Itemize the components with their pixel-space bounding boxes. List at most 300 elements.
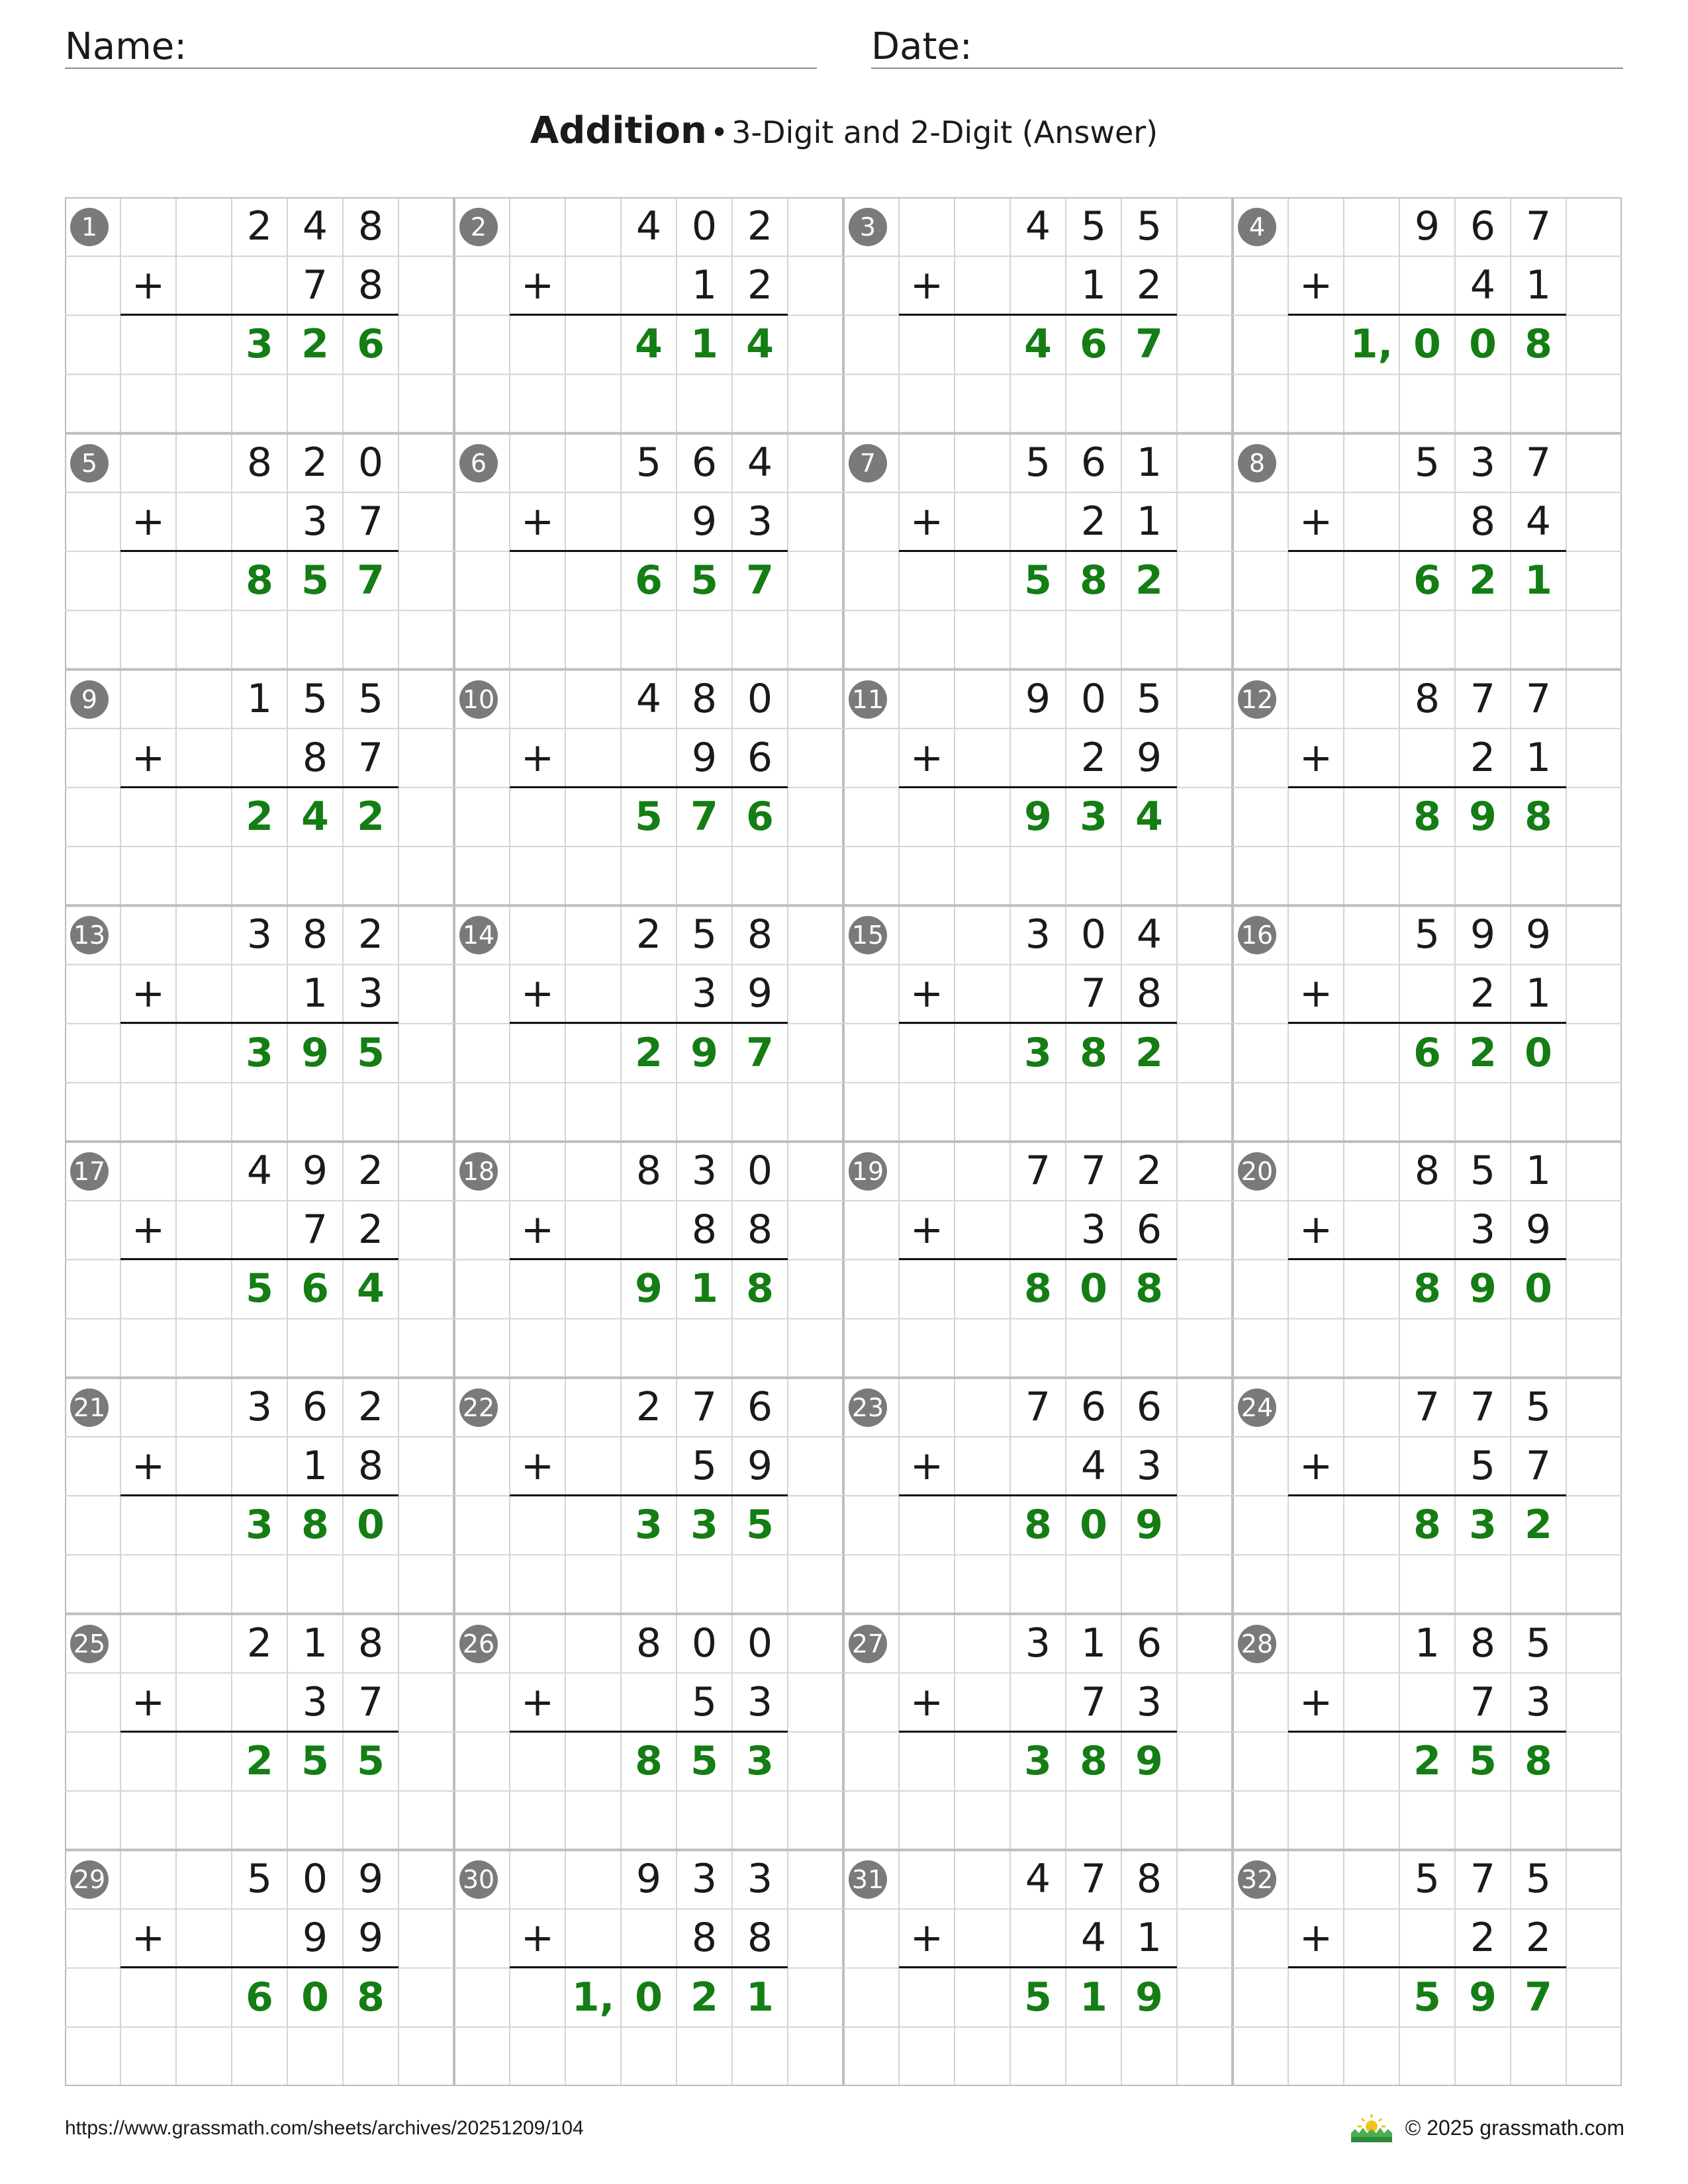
- answer-digit: 2: [1524, 1502, 1552, 1549]
- plus-sign: +: [520, 1442, 555, 1489]
- plus-sign: +: [520, 262, 555, 309]
- problem-12: [1233, 670, 1622, 905]
- answer-digit: 0: [1524, 1029, 1552, 1076]
- answer-digit: 8: [746, 1265, 774, 1312]
- top-digit: 9: [1470, 911, 1496, 958]
- bottom-digit: 7: [1080, 1678, 1107, 1725]
- answer-digit: 2: [690, 1974, 718, 2021]
- top-digit: 3: [1470, 439, 1496, 486]
- title-separator: •: [710, 114, 729, 150]
- problem-number-badge: 25: [70, 1625, 109, 1663]
- answer-digit: 5: [1413, 1974, 1441, 2021]
- top-digit: 6: [1080, 1383, 1107, 1430]
- problem-number-badge: 8: [1238, 444, 1276, 482]
- bottom-digit: 8: [691, 1206, 718, 1253]
- problem-4: [1233, 197, 1622, 433]
- answer-digit: 2: [635, 1029, 663, 1076]
- answer-digit: 0: [635, 1974, 663, 2021]
- top-digit: 5: [1025, 439, 1051, 486]
- bottom-digit: 8: [357, 1442, 384, 1489]
- answer-digit: 8: [1080, 1029, 1107, 1076]
- plus-sign: +: [131, 1442, 165, 1489]
- answer-digit: 8: [1080, 1737, 1107, 1784]
- answer-digit: 1,: [571, 1974, 615, 2021]
- top-digit: 4: [246, 1148, 273, 1194]
- top-digit: 6: [1080, 439, 1107, 486]
- answer-digit: 7: [746, 557, 774, 604]
- answer-digit: 5: [357, 1029, 385, 1076]
- top-digit: 1: [302, 1619, 328, 1666]
- problem-6: [454, 433, 843, 669]
- top-digit: 9: [1525, 911, 1552, 958]
- answer-digit: 6: [746, 793, 774, 840]
- plus-sign: +: [1299, 1915, 1333, 1962]
- answer-digit: 8: [1024, 1265, 1052, 1312]
- plus-sign: +: [131, 262, 165, 309]
- top-digit: 6: [1136, 1619, 1162, 1666]
- bottom-digit: 9: [1136, 734, 1162, 781]
- top-digit: 7: [1470, 1383, 1496, 1430]
- worksheet-title: [0, 105, 1688, 166]
- problem-number-badge: 23: [849, 1388, 887, 1427]
- problem-7: [843, 433, 1233, 669]
- plus-sign: +: [131, 970, 165, 1017]
- bottom-digit: 9: [747, 1442, 773, 1489]
- problem-number-badge: 21: [70, 1388, 109, 1427]
- answer-digit: 0: [1524, 1265, 1552, 1312]
- answer-digit: 8: [635, 1737, 663, 1784]
- bottom-digit: 9: [747, 970, 773, 1017]
- problem-21: [65, 1378, 454, 1614]
- problem-19: [843, 1142, 1233, 1377]
- problem-27: [843, 1614, 1233, 1850]
- top-digit: 5: [357, 675, 384, 722]
- answer-digit: 2: [1413, 1737, 1441, 1784]
- answer-digit: 0: [1080, 1502, 1107, 1549]
- top-digit: 2: [246, 1619, 273, 1666]
- top-digit: 7: [1525, 203, 1552, 250]
- plus-sign: +: [910, 1206, 944, 1253]
- top-digit: 4: [747, 439, 773, 486]
- top-digit: 8: [635, 1148, 662, 1194]
- answer-digit: 8: [1524, 1737, 1552, 1784]
- bottom-digit: 3: [302, 498, 328, 545]
- answer-digit: 8: [1080, 557, 1107, 604]
- top-digit: 9: [357, 1856, 384, 1903]
- title-subtitle: 3-Digit and 2-Digit (Answer): [731, 114, 1158, 150]
- answer-digit: 3: [746, 1737, 774, 1784]
- bottom-digit: 7: [357, 498, 384, 545]
- problem-20: [1233, 1142, 1622, 1377]
- plus-sign: +: [910, 262, 944, 309]
- bottom-digit: 9: [357, 1915, 384, 1962]
- answer-digit: 1: [690, 1265, 718, 1312]
- bottom-digit: 4: [1080, 1915, 1107, 1962]
- top-digit: 0: [691, 1619, 718, 1666]
- answer-digit: 6: [1413, 1029, 1441, 1076]
- problem-number-badge: 12: [1238, 680, 1276, 719]
- plus-sign: +: [910, 1678, 944, 1725]
- answer-digit: 3: [690, 1502, 718, 1549]
- top-digit: 7: [1470, 675, 1496, 722]
- problem-number-badge: 20: [1238, 1152, 1276, 1191]
- top-digit: 8: [357, 203, 384, 250]
- bottom-digit: 1: [1136, 498, 1162, 545]
- top-digit: 5: [1525, 1383, 1552, 1430]
- problem-14: [454, 905, 843, 1141]
- answer-digit: 8: [1413, 1265, 1441, 1312]
- top-digit: 5: [302, 675, 328, 722]
- plus-sign: +: [910, 1915, 944, 1962]
- answer-digit: 2: [246, 793, 273, 840]
- answer-digit: 5: [1024, 1974, 1052, 2021]
- top-digit: 7: [1414, 1383, 1440, 1430]
- top-digit: 6: [691, 439, 718, 486]
- top-digit: 6: [1136, 1383, 1162, 1430]
- answer-digit: 7: [357, 557, 385, 604]
- answer-digit: 8: [1135, 1265, 1163, 1312]
- problem-number-badge: 24: [1238, 1388, 1276, 1427]
- problem-number-badge: 10: [459, 680, 498, 719]
- bottom-digit: 8: [747, 1915, 773, 1962]
- bottom-digit: 1: [1080, 262, 1107, 309]
- top-digit: 8: [1414, 675, 1440, 722]
- bottom-digit: 9: [1525, 1206, 1552, 1253]
- bottom-digit: 3: [1080, 1206, 1107, 1253]
- answer-digit: 2: [246, 1737, 273, 1784]
- top-digit: 9: [1025, 675, 1051, 722]
- answer-digit: 4: [1024, 321, 1052, 368]
- top-digit: 7: [691, 1383, 718, 1430]
- answer-digit: 2: [1469, 1029, 1497, 1076]
- problem-number-badge: 5: [70, 444, 109, 482]
- answer-digit: 4: [357, 1265, 385, 1312]
- plus-sign: +: [520, 498, 555, 545]
- bottom-digit: 5: [691, 1678, 718, 1725]
- bottom-digit: 4: [1470, 262, 1496, 309]
- problem-number-badge: 18: [459, 1152, 498, 1191]
- answer-digit: 9: [1469, 793, 1497, 840]
- bottom-digit: 8: [357, 262, 384, 309]
- answer-digit: 1,: [1350, 321, 1393, 368]
- top-digit: 9: [1414, 203, 1440, 250]
- problem-17: [65, 1142, 454, 1377]
- answer-digit: 6: [301, 1265, 329, 1312]
- top-digit: 5: [635, 439, 662, 486]
- problem-number-badge: 16: [1238, 916, 1276, 954]
- plus-sign: +: [520, 1678, 555, 1725]
- bottom-digit: 7: [1470, 1678, 1496, 1725]
- top-digit: 7: [1080, 1856, 1107, 1903]
- bottom-digit: 2: [1470, 970, 1496, 1017]
- bottom-digit: 2: [1525, 1915, 1552, 1962]
- bottom-digit: 5: [1470, 1442, 1496, 1489]
- top-digit: 2: [246, 203, 273, 250]
- plus-sign: +: [910, 734, 944, 781]
- answer-digit: 9: [1469, 1974, 1497, 2021]
- top-digit: 8: [691, 675, 718, 722]
- answer-digit: 4: [635, 321, 663, 368]
- bottom-digit: 6: [1136, 1206, 1162, 1253]
- problem-number-badge: 29: [70, 1860, 109, 1899]
- top-digit: 8: [1470, 1619, 1496, 1666]
- top-digit: 7: [1025, 1383, 1051, 1430]
- answer-digit: 9: [1135, 1502, 1163, 1549]
- problem-number-badge: 6: [459, 444, 498, 482]
- answer-digit: 0: [1469, 321, 1497, 368]
- answer-digit: 8: [1024, 1502, 1052, 1549]
- top-digit: 6: [1470, 203, 1496, 250]
- answer-digit: 0: [301, 1974, 329, 2021]
- top-digit: 3: [747, 1856, 773, 1903]
- bottom-digit: 8: [691, 1915, 718, 1962]
- plus-sign: +: [1299, 262, 1333, 309]
- top-digit: 3: [1025, 1619, 1051, 1666]
- top-digit: 8: [302, 911, 328, 958]
- bottom-digit: 8: [1136, 970, 1162, 1017]
- plus-sign: +: [131, 498, 165, 545]
- top-digit: 1: [1414, 1619, 1440, 1666]
- bottom-digit: 2: [1470, 734, 1496, 781]
- top-digit: 5: [1414, 911, 1440, 958]
- top-digit: 8: [1414, 1148, 1440, 1194]
- problem-number-badge: 19: [849, 1152, 887, 1191]
- answer-digit: 4: [1135, 793, 1163, 840]
- top-digit: 5: [1414, 1856, 1440, 1903]
- top-digit: 1: [1525, 1148, 1552, 1194]
- problem-5: [65, 433, 454, 669]
- answer-digit: 5: [635, 793, 663, 840]
- problem-8: [1233, 433, 1622, 669]
- problem-number-badge: 30: [459, 1860, 498, 1899]
- answer-digit: 5: [357, 1737, 385, 1784]
- top-digit: 2: [357, 1383, 384, 1430]
- plus-sign: +: [520, 970, 555, 1017]
- answer-digit: 9: [635, 1265, 663, 1312]
- top-digit: 0: [747, 1148, 773, 1194]
- bottom-digit: 7: [1525, 1442, 1552, 1489]
- bottom-digit: 7: [357, 1678, 384, 1725]
- answer-digit: 7: [746, 1029, 774, 1076]
- plus-sign: +: [131, 1678, 165, 1725]
- footer-brand: [1350, 2111, 1624, 2144]
- plus-sign: +: [520, 1206, 555, 1253]
- top-digit: 4: [1025, 203, 1051, 250]
- bottom-digit: 8: [1470, 498, 1496, 545]
- plus-sign: +: [910, 1442, 944, 1489]
- answer-digit: 8: [1524, 321, 1552, 368]
- top-digit: 7: [1025, 1148, 1051, 1194]
- problem-28: [1233, 1614, 1622, 1850]
- answer-digit: 5: [246, 1265, 273, 1312]
- answer-digit: 7: [690, 793, 718, 840]
- answer-digit: 8: [246, 557, 273, 604]
- top-digit: 5: [1136, 203, 1162, 250]
- answer-digit: 6: [246, 1974, 273, 2021]
- top-digit: 3: [691, 1856, 718, 1903]
- top-digit: 2: [357, 911, 384, 958]
- top-digit: 2: [1136, 1148, 1162, 1194]
- bottom-digit: 2: [1080, 734, 1107, 781]
- answer-digit: 6: [1413, 557, 1441, 604]
- top-digit: 6: [302, 1383, 328, 1430]
- top-digit: 5: [1525, 1856, 1552, 1903]
- answer-digit: 9: [690, 1029, 718, 1076]
- problem-1: [65, 197, 454, 433]
- problem-number-badge: 7: [849, 444, 887, 482]
- plus-sign: +: [1299, 1678, 1333, 1725]
- answer-digit: 4: [301, 793, 329, 840]
- top-digit: 1: [246, 675, 273, 722]
- top-digit: 6: [747, 1383, 773, 1430]
- bottom-digit: 3: [1470, 1206, 1496, 1253]
- answer-digit: 0: [1080, 1265, 1107, 1312]
- problem-number-badge: 27: [849, 1625, 887, 1663]
- bottom-digit: 2: [747, 262, 773, 309]
- problem-number-badge: 4: [1238, 208, 1276, 246]
- problem-number-badge: 9: [70, 680, 109, 719]
- problem-number-badge: 13: [70, 916, 109, 954]
- top-digit: 4: [302, 203, 328, 250]
- name-label: Name:: [65, 25, 187, 68]
- answer-digit: 6: [1080, 321, 1107, 368]
- answer-digit: 5: [301, 1737, 329, 1784]
- bottom-digit: 3: [1525, 1678, 1552, 1725]
- problem-29: [65, 1850, 454, 2085]
- top-digit: 3: [691, 1148, 718, 1194]
- problem-number-badge: 14: [459, 916, 498, 954]
- top-digit: 4: [635, 675, 662, 722]
- answer-digit: 3: [246, 321, 273, 368]
- answer-digit: 9: [301, 1029, 329, 1076]
- top-digit: 5: [1136, 675, 1162, 722]
- problem-15: [843, 905, 1233, 1141]
- answer-digit: 8: [357, 1974, 385, 2021]
- answer-digit: 2: [357, 793, 385, 840]
- bottom-digit: 2: [1080, 498, 1107, 545]
- top-digit: 0: [691, 203, 718, 250]
- plus-sign: +: [520, 734, 555, 781]
- answer-digit: 5: [1024, 557, 1052, 604]
- bottom-digit: 8: [302, 734, 328, 781]
- name-line: [65, 68, 817, 69]
- top-digit: 3: [1025, 911, 1051, 958]
- bottom-digit: 1: [1525, 734, 1552, 781]
- top-digit: 1: [1080, 1619, 1107, 1666]
- top-digit: 8: [357, 1619, 384, 1666]
- plus-sign: +: [1299, 1206, 1333, 1253]
- bottom-digit: 3: [691, 970, 718, 1017]
- answer-digit: 9: [1135, 1974, 1163, 2021]
- top-digit: 8: [246, 439, 273, 486]
- top-digit: 2: [635, 1383, 662, 1430]
- problem-number-badge: 11: [849, 680, 887, 719]
- problem-23: [843, 1378, 1233, 1614]
- answer-digit: 9: [1135, 1737, 1163, 1784]
- answer-digit: 5: [746, 1502, 774, 1549]
- bottom-digit: 3: [747, 498, 773, 545]
- top-digit: 7: [1525, 675, 1552, 722]
- top-digit: 3: [246, 1383, 273, 1430]
- bottom-digit: 3: [1136, 1442, 1162, 1489]
- top-digit: 4: [1136, 911, 1162, 958]
- top-digit: 7: [1525, 439, 1552, 486]
- answer-digit: 9: [1024, 793, 1052, 840]
- problem-number-badge: 32: [1238, 1860, 1276, 1899]
- top-digit: 2: [302, 439, 328, 486]
- plus-sign: +: [131, 1206, 165, 1253]
- answer-digit: 3: [1024, 1737, 1052, 1784]
- answer-digit: 5: [690, 1737, 718, 1784]
- top-digit: 5: [1525, 1619, 1552, 1666]
- bottom-digit: 5: [691, 1442, 718, 1489]
- problem-number-badge: 26: [459, 1625, 498, 1663]
- top-digit: 9: [302, 1148, 328, 1194]
- problem-number-badge: 28: [1238, 1625, 1276, 1663]
- bottom-digit: 1: [1525, 262, 1552, 309]
- problem-9: [65, 670, 454, 905]
- footer-url: https://www.grassmath.com/sheets/archives/20251209/104: [65, 2117, 584, 2139]
- top-digit: 0: [302, 1856, 328, 1903]
- problem-3: [843, 197, 1233, 433]
- top-digit: 9: [635, 1856, 662, 1903]
- problem-number-badge: 1: [70, 208, 109, 246]
- bottom-digit: 1: [302, 1442, 328, 1489]
- answer-digit: 3: [246, 1029, 273, 1076]
- problem-32: [1233, 1850, 1622, 2085]
- answer-digit: 2: [301, 321, 329, 368]
- problem-number-badge: 17: [70, 1152, 109, 1191]
- answer-digit: 1: [1080, 1974, 1107, 2021]
- bottom-digit: 1: [1525, 970, 1552, 1017]
- answer-digit: 7: [1524, 1974, 1552, 2021]
- problem-26: [454, 1614, 843, 1850]
- bottom-digit: 3: [747, 1678, 773, 1725]
- answer-digit: 8: [1413, 793, 1441, 840]
- problem-number-badge: 2: [459, 208, 498, 246]
- top-digit: 0: [1080, 911, 1107, 958]
- bottom-digit: 4: [1525, 498, 1552, 545]
- problem-13: [65, 905, 454, 1141]
- bottom-digit: 9: [302, 1915, 328, 1962]
- footer-copyright: © 2025 grassmath.com: [1405, 2115, 1624, 2140]
- bottom-digit: 2: [357, 1206, 384, 1253]
- answer-digit: 3: [1080, 793, 1107, 840]
- bottom-digit: 3: [1136, 1678, 1162, 1725]
- answer-digit: 0: [1413, 321, 1441, 368]
- top-digit: 0: [747, 1619, 773, 1666]
- answer-digit: 5: [301, 557, 329, 604]
- answer-digit: 8: [1524, 793, 1552, 840]
- problem-11: [843, 670, 1233, 905]
- top-digit: 5: [1470, 1148, 1496, 1194]
- answer-digit: 0: [357, 1502, 385, 1549]
- answer-digit: 8: [1413, 1502, 1441, 1549]
- bottom-digit: 7: [302, 262, 328, 309]
- grassmath-logo-icon: [1350, 2113, 1393, 2142]
- plus-sign: +: [1299, 734, 1333, 781]
- plus-sign: +: [131, 734, 165, 781]
- plus-sign: +: [910, 498, 944, 545]
- answer-digit: 3: [635, 1502, 663, 1549]
- bottom-digit: 9: [691, 734, 718, 781]
- answer-digit: 1: [746, 1974, 774, 2021]
- bottom-digit: 8: [747, 1206, 773, 1253]
- answer-digit: 4: [746, 321, 774, 368]
- plus-sign: +: [1299, 1442, 1333, 1489]
- top-digit: 0: [1080, 675, 1107, 722]
- plus-sign: +: [131, 1915, 165, 1962]
